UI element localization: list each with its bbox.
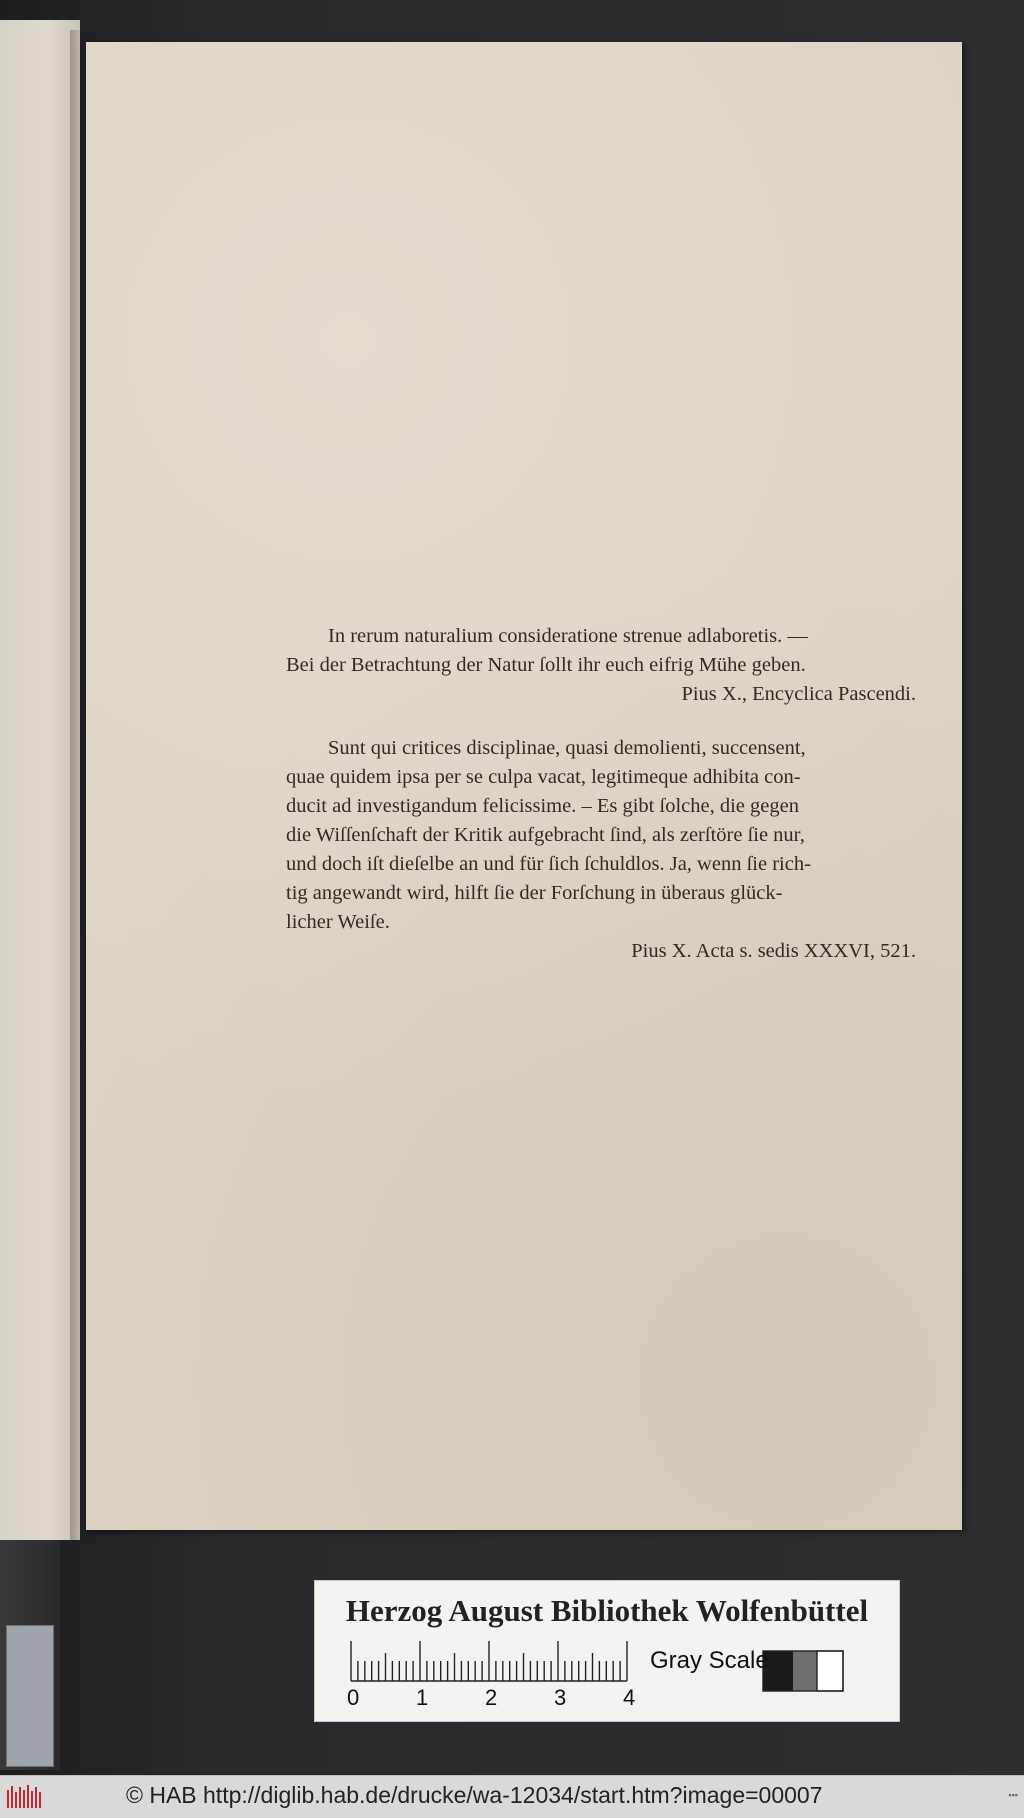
- quote-line: und doch iſt dieſelbe an und für ſich ſchuldlos. Ja, wenn ſie rich-: [286, 853, 811, 875]
- shelf-label: [6, 1625, 54, 1767]
- ruler-number: 3: [554, 1685, 567, 1710]
- quote-attribution: Pius X. Acta s. sedis XXXVI, 521.: [631, 940, 916, 962]
- quote-line: licher Weiſe.: [286, 911, 390, 933]
- book-page: [86, 42, 962, 1530]
- ruler-number: 2: [485, 1685, 498, 1710]
- footer-mark: ▪▪▪: [1008, 1790, 1018, 1800]
- quote-pascendi: [286, 622, 916, 709]
- quote-line: Sunt qui critices disciplinae, quasi demolienti, succensent,: [328, 737, 806, 759]
- quote-line: In rerum naturalium consideratione strenue adlaboretis. —: [328, 625, 808, 647]
- ruler-scale: [315, 1581, 899, 1721]
- library-name: Herzog August Bibliothek Wolfenbüttel: [345, 1593, 869, 1628]
- ruler-number: 0: [347, 1685, 360, 1710]
- color-reference-card: [314, 1580, 900, 1722]
- viewer-footer: [0, 1775, 1024, 1818]
- footer-url[interactable]: © HAB http://diglib.hab.de/drucke/wa-12034/start.htm?image=00007: [126, 1782, 823, 1808]
- ruler-number: 1: [416, 1685, 429, 1710]
- facing-page-edge: [0, 20, 80, 1540]
- quote-line: tig angewandt wird, hilft ſie der Forſchung in überaus glück-: [286, 882, 783, 904]
- hab-logo-icon: [6, 1784, 46, 1810]
- quote-line: Bei der Betrachtung der Natur ſollt ihr euch eifrig Mühe geben.: [286, 654, 806, 676]
- quote-acta: [286, 734, 916, 966]
- ruler-number: 4: [623, 1685, 636, 1710]
- quote-line: quae quidem ipsa per se culpa vacat, legitimeque adhibita con-: [286, 766, 801, 788]
- quote-line: die Wiſſenſchaft der Kritik aufgebracht ſind, als zerſtöre ſie nur,: [286, 824, 805, 846]
- gutter-shadow: [70, 30, 84, 1540]
- quote-attribution: Pius X., Encyclica Pascendi.: [681, 683, 916, 705]
- gray-scale-label: Gray Scale: [650, 1647, 769, 1674]
- gray-swatch-white: [817, 1651, 843, 1691]
- gray-swatch-dark: [793, 1651, 817, 1691]
- quote-line: ducit ad investigandum felicissime. – Es gibt ſolche, die gegen: [286, 795, 799, 817]
